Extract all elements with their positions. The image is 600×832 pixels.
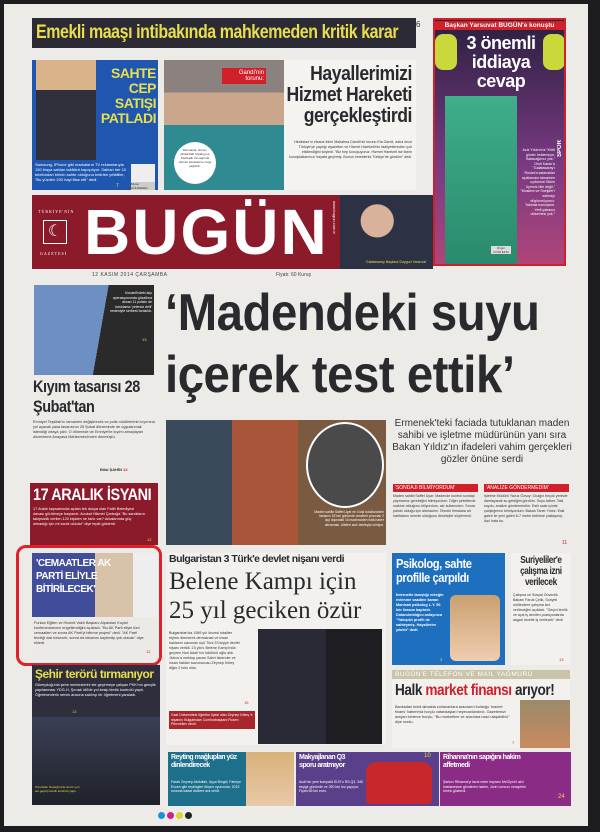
gandhi-headline: Hayallerimizi Hizmet Hareketi gerçekleştirdi [286,63,412,127]
bottom-story-1[interactable] [168,752,294,806]
sports-author: Özgür GÜNTEKİN [491,246,511,254]
goalkeeper-photo [445,96,517,266]
gandhi-body: Hindistan'ın efsane lideri Mahatma Gandi'nin torunu Ela Gandi, daha önce Türkiye'ye yaptığı ziyaretten ve Hizmet Hareketi'nin faaliyetlerinden çok etkilendiğini söyledi. "Biz hep konuşuyoruz. Hizmet Hareketi ise bizim konuştuklarımızı hayata geçirmiş. Bunun örneklerini Türkiye'de gördüm" dedi. [289,140,412,159]
sports-bullet: Ümit Karan'a "Galatasaray'ı Ruslar'a satacaklar açıklaması tamamen uydurma! Bizim üyemiz bile değil." [521,161,555,189]
top-banner-headline: Emekli maaşı intibakında mahkemeden kritik karar [36,22,399,43]
fake-phone-headline: SAHTE CEP SATIŞI PATLADI [100,65,156,126]
halk-headline-b: market finansı [425,682,512,699]
top-banner[interactable] [32,18,416,48]
sehir-story[interactable] [32,665,160,805]
kiyim-headline: Kıyım tasarısı 28 Şubat'tan [33,377,140,416]
main-page: 11 [562,540,568,546]
bottom-story-3[interactable] [440,752,571,806]
sports-bullet: "Muslera ve Sneijder'i satmayı düşünmüyoruz. Takımla konuştum. Yerli yabancı oldurmesi yok." [520,189,555,217]
glove-left-icon [435,34,457,70]
aralik-page: 12 [147,537,152,542]
cemaat-headline: 'CEMAATLER AK PARTİ ELİYLE BİTİRİLECEK' [36,558,111,595]
halk-body: Bankadan kredi almakta zorlananlara aracıların bulduğu 'market finans' haberimiz borçlu vatandaşları heyecanlandırdı. Gazetemizi arayan binlerce borçlu, "Bu marketlere ve aracılara nasıl ulaşabiliriz" diye sordu. [395,705,510,724]
psikolog-headline: Psikolog, sahte profille çarpıldı [396,556,472,585]
sports-bullets [519,148,555,217]
author-name: Murat GÜLDEREN [131,182,155,190]
halk-story[interactable] [392,670,570,748]
bulgaria-body: Bulgaristan'da 1989 yılı öncesi totaliter rejime direnerek demokrasi ve insan haklarını savunan üçü Türk 23 kişiye devlet nişanı verildi. 23 yılını Belene Kampı'nda geçiren Nuri Adalı'nın ödülünü oğlu aldı. Jivkov'a mektup yazan Sabri İskender ve insan hakları savunucusu Zeynep Keleş diğer 2 isim oldu. [169,631,240,670]
fake-phone-page: 7 [116,183,119,189]
masthead-logo: BUGÜN [84,196,329,268]
crescent-star-logo-icon: ☾ [43,220,67,244]
sehir-body: Güneydoğu'da şehir merkezlerini ele geçirmeye çalışan PKK'nın gençlik yapılanması YDG-H, Şırnak İdil'de yol kesip kimlik kontrolü yaptı. Öğretmenlerin servis aracına saldırıp bir öğretmeni yaraladı. [35,683,156,697]
halk-headline-a: Halk [395,682,423,699]
tagline-bottom: GAZETESİ [40,251,68,256]
sports-section-label: SPOR [557,140,563,158]
bottom-story-1-page: 2 [254,796,258,802]
kiyim-photo[interactable] [34,285,154,375]
bulgaria-headline: Belene Kampı için 25 yıl geciken özür [169,568,362,624]
gandhi-label: Gandi'nin torunu: [222,68,266,84]
top-banner-page: 6 [416,20,421,29]
kiyim-author [100,467,128,472]
audi-car-photo [366,762,432,804]
sports-story[interactable] [433,18,566,266]
print-color-dots [158,812,198,820]
cemaat-body: Furkan Eğitim ve Hizmet Vakfı Başkanı Alparslan Kuytul konferanslarının engellendiğini açıkladı. "Bu AK Parti eliyle tüm cemaatleri ve sonra AK Parti'yi bitirme projesi" dedi. "AK Parti fendiği dalı kesecek, sonra da tabanını kaybedip yok olacak" diye ekledi. [34,621,144,645]
bottom-story-3-body: Şarkıcı Rihanna'yı taciz eden hayranı McGlynn'i akıl hastanesine gönderen hakim, John Lennon cinayetini örnek gösterdi. [443,780,526,794]
main-subhead: Ermenek'teki faciada tutuklanan maden sahibi ve işletme müdürünün yanı sıra Bakan Yıldız'ın ifadeleri vahim gerçekleri gözler önüne serdi [392,418,572,465]
suriye-story[interactable] [511,553,571,665]
psikolog-story[interactable] [392,553,505,665]
kiyim-page: 12 [123,467,128,472]
psikolog-body: İnternette tanıştığı erkeğin evlenme vaadine kanan Manisalı psikolog L.Y. 50 bin lirasını kaptırdı. Dolandırıldığını anlayınca "Yakışıklı profili de sahteymiş. Hayallerim yıkıldı" dedi. [396,593,444,632]
halk-page: 7 [512,740,515,745]
bottom-story-2[interactable] [296,752,439,806]
rescue-inset-photo [306,422,384,508]
rihanna-photo [520,700,570,748]
suriye-body: Çalışma ve Sosyal Güvenlik Bakanı Faruk Çelik, Suriyeli mültecilere çalışma izni verileceğini açıkladı. "Geçici kimlik ve açık iş denilen pozisyonlarda asgari ücretle iş verilecek" dedi. [513,593,568,622]
bulgaria-page: 15 [244,700,249,705]
masthead-photo-caption: Galatasaray Başkanı Duygun Yarsuvat [366,260,426,264]
suriye-page: 13 [559,657,564,662]
bulgaria-kicker: Bulgaristan 3 Türk'e devlet nişanı verdi [169,553,345,565]
main-photo[interactable] [166,420,386,545]
black-dot-icon [185,812,192,819]
gandhi-story[interactable] [164,60,416,190]
bottom-story-1-body: Farah Zeynep Abdullah, Ayça Bingöl, Fahriye Evcen gibi reytingleri düşen oyuncular, 2015 sonuna kadar dizilere ara verdi. [171,780,241,794]
kiyim-author-name: Bilal ŞAHİN [100,467,123,472]
main-col2-tag: 'ANALİZE GÖNDERMEDİM' [484,484,569,492]
kiyim-photo-caption: Kocaeli'ndeki alçı operasyonunda gözaltına alınan 11 polisin de tutuklama 'yetersiz delil' nedeniyle serbest bırakıldı. [110,291,152,314]
bottom-story-2-page: 10 [424,753,431,759]
bulgaria-story[interactable] [166,553,386,745]
sehir-page: 13 [72,709,77,714]
bottom-story-3-headline: Rihanna'nın sapığını hakim affetmedi [443,754,521,769]
gandhi-caption: Ela Gandi, Güney Afrika'daki 'Diyalog ve Kardeşlik Yemeği'nde Hizmet Hareketi'ne övgü yağdırdı. [174,142,216,184]
halk-kicker: BUGÜN'E TELEFON VE MAIL YAĞMURU [392,670,570,679]
sehir-headline: Şehir terörü tırmanıyor [35,667,154,681]
psikolog-photo [450,595,500,661]
cemaat-page: 12 [146,649,151,654]
glove-right-icon [543,34,565,70]
kiyim-body: Emniyet Teşkilatı'nı tamamen değiştirecek ve polis müdürlerinin kıyımına yol açacak yasa tasarısının 28 Şubat döneminde de uygulanmak istendiği ortaya çıktı. O dönemde de Emniyet'te kıyımı amaçlayan düzenleme Anayasa Mahkemesi'nden dönmüştü. [33,420,155,439]
suriye-headline: Suriyeliler'e çalışma izni verilecek [520,555,562,588]
sehir-caption: Teröristler Nusaybin'de de bir yeri ele geçirip kimlik kontrolü yaptı. [35,785,80,793]
bottom-story-2-body: Audi'nin yeni kompakt SUV'u RS Q3, 340 beygir gücünde ve 250 km hız yapıyor. Fiyatı 56 bin euro. [299,780,363,794]
main-photo-caption: Maden sahibi Saffet Uyar ve 4 kişi tutuklanırken facianın 15'inci gününde cesetleri çıkarılan 2 işçi dışındaki 16 madenciden hâlâ haber alınamadı. Aileleri acılı bekleyişi sürüyor. [314,510,384,527]
main-headline[interactable]: ‘Madendeki suyu içerek test ettik’ [165,284,540,404]
fake-phone-body: Samsung, iPhone gibi markaların TV reklamlarıyla 150 liraya satılan taklitleri kapışılıyor. Satılan her 10 telefondan birinin sahte olduğunu belirten yetkililer, "Bu yüzden 200 bayi iflas etti" dedi. [35,162,127,182]
issue-date: 12 KASIM 2014 ÇARŞAMBA [92,272,168,278]
halk-headline [395,682,554,700]
aralik-body: 17 Aralık kapsamında açılan tek dosya olan Fatih Belediyesi davası görülmeye başlandı. Avukat Hikmet Çarboğa "Bu sanıkların takipsizlik verilen 120 kişiden ne farkı var? Arkalarında güç olmadığı için mi sanık oldular" diye tepki gösterdi. [33,507,145,526]
magenta-dot-icon [167,812,174,819]
cyan-dot-icon [158,812,165,819]
halk-headline-c: arıyor! [515,682,555,699]
bulgaria-photo [258,629,382,744]
author-photo [131,164,155,182]
aralik-headline: 17 ARALIK İSYANI [33,485,152,504]
fake-phone-story[interactable] [32,60,158,190]
masthead-url: www.bugun.com.tr [332,201,337,234]
sports-bullet: Aziz Yıldırım'a "Kötü günler beklemiyor. Batacağımız yok." [522,148,555,162]
bulgaria-caption: Gazi Üniversitesi öğretim üyesi olan Zeynep Keleş 'e nişanını Bulgaristan Cumhurbaşkanı Rosen Plevneliev verdi. [169,711,255,729]
yellow-dot-icon [176,812,183,819]
tagline-top: TÜRKİYE'NİN [38,209,75,214]
sports-headline: 3 önemli iddiaya cevap [466,33,536,91]
issue-price: Fiyatı: 60 Kuruş [276,272,312,278]
masthead-photo [340,195,433,269]
bottom-story-1-headline: Reyting mağlupları yüz dinlendirecek [171,754,237,769]
sports-kicker: Başkan Yarsuvat BUGÜN'e konuştu [435,21,564,30]
cemaat-story[interactable] [32,553,158,657]
woman-photo [36,60,96,160]
bottom-story-3-page: 24 [558,794,565,800]
main-col2-body: İşletme Müdürü Yavuz Özsoy: Ocağın birçok yerinde damlayarak su geldiğini gördüm. Suyu tattım. Tatlı suydu, analize göndermedim. Eski ocak içinde çalıştığımızı bilmiyordum. Bakan Taner Yıldız: Eski galeri ile yeni galeri 6-7 metre birbirine yaklaşmış. Asıl hata bu. [484,494,568,523]
bottom-story-2-headline: Makyajlanan Q3 sporu aratmıyor [299,754,345,769]
kiyim-photo-page: 13 [142,337,147,342]
main-col1-tag: 'SONDAJI BİLMİYORDUM' [393,484,478,492]
psikolog-page: 3 [440,657,443,662]
masthead[interactable] [32,195,340,269]
main-col1-body: Maden sahibi Saffet Uyar: Madende kontrol sondajı yapmamız gerektiğini bilmiyordum. Diğer şirketlerde makine olduğunu biliyordum, alır kullanırdım. Sonra pahalı olduğu için alamadım. Önceki firmalara ait haritaların nerede olduğunu denetçiler söylemedi. [393,494,476,518]
aralik-story[interactable] [30,483,158,545]
